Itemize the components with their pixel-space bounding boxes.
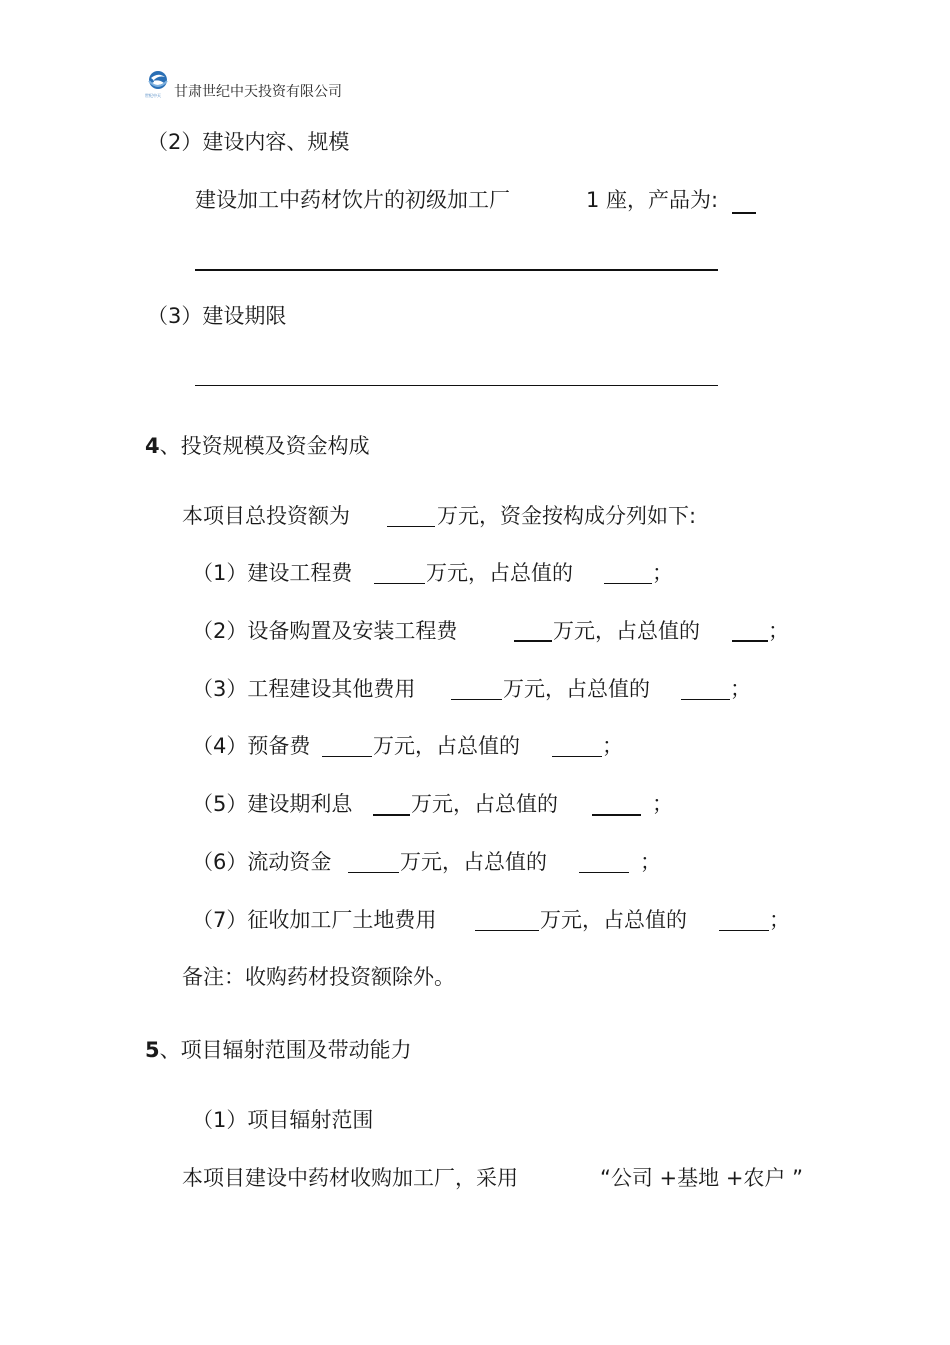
s4-note: 备注：收购药材投资额除外。 bbox=[182, 965, 455, 989]
cost-item-end: ； bbox=[730, 677, 751, 701]
s4-heading-text: 、投资规模及资金构成 bbox=[159, 434, 370, 458]
logo-caption: 世纪中天 bbox=[145, 93, 161, 98]
cost-item-end: ； bbox=[768, 619, 789, 643]
amount-blank bbox=[514, 640, 552, 642]
s2-line1: 建设加工中药材饮片的初级加工厂 bbox=[195, 188, 510, 212]
amount-blank bbox=[322, 756, 372, 757]
percent-blank bbox=[732, 640, 768, 642]
company-name: 甘肃世纪中天投资有限公司 bbox=[174, 84, 342, 100]
cost-item-label: （6）流动资金 bbox=[192, 850, 332, 874]
product-blank-line bbox=[195, 269, 718, 271]
cost-item-unit: 万元，占总值的 bbox=[426, 561, 573, 585]
s4-heading bbox=[145, 434, 370, 458]
s4-intro-a: 本项目总投资额为 bbox=[182, 504, 350, 528]
cost-item-unit: 万元，占总值的 bbox=[503, 677, 650, 701]
cost-item-end: ； bbox=[652, 792, 673, 816]
cost-item-end: ； bbox=[652, 561, 673, 585]
s5-heading-text: 、项目辐射范围及带动能力 bbox=[159, 1038, 412, 1062]
cost-item-end: ； bbox=[640, 850, 661, 874]
percent-blank bbox=[719, 930, 769, 931]
cost-item-unit: 万元，占总值的 bbox=[411, 792, 558, 816]
cost-item-end: ； bbox=[602, 734, 623, 758]
product-blank-underline bbox=[732, 212, 756, 214]
amount-blank bbox=[348, 872, 399, 873]
percent-blank bbox=[552, 756, 602, 757]
s2-heading: （2）建设内容、规模 bbox=[147, 130, 350, 154]
s5-heading-number: 5 bbox=[145, 1038, 160, 1062]
cost-item-unit: 万元，占总值的 bbox=[540, 908, 687, 932]
amount-blank bbox=[451, 699, 502, 700]
amount-blank bbox=[373, 814, 410, 816]
percent-blank bbox=[592, 814, 641, 816]
period-blank-line bbox=[195, 385, 718, 386]
cost-item-label: （2）设备购置及安装工程费 bbox=[192, 619, 458, 643]
cost-item-label: （5）建设期利息 bbox=[192, 792, 353, 816]
percent-blank bbox=[681, 699, 730, 700]
s2-line1-tail: 1 座，产品为: bbox=[586, 188, 719, 212]
cost-item-label: （7）征收加工厂土地费用 bbox=[192, 908, 437, 932]
cost-item-label: （4）预备费 bbox=[192, 734, 311, 758]
s5-paragraph-b: “公司 +基地 +农户 ” bbox=[600, 1166, 803, 1190]
cost-item-label: （1）建设工程费 bbox=[192, 561, 353, 585]
total-investment-blank bbox=[387, 526, 435, 527]
s4-intro-b: 万元，资金按构成分列如下: bbox=[437, 504, 697, 528]
s5-heading bbox=[145, 1038, 412, 1062]
percent-blank bbox=[604, 583, 652, 584]
percent-blank bbox=[579, 872, 629, 873]
s3-heading: （3）建设期限 bbox=[147, 304, 287, 328]
s5-subheading: （1）项目辐射范围 bbox=[192, 1108, 374, 1132]
cost-item-unit: 万元，占总值的 bbox=[553, 619, 700, 643]
s5-paragraph-a: 本项目建设中药材收购加工厂，采用 bbox=[182, 1166, 518, 1190]
amount-blank bbox=[374, 583, 425, 584]
s4-heading-number: 4 bbox=[145, 434, 160, 458]
cost-item-label: （3）工程建设其他费用 bbox=[192, 677, 416, 701]
cost-item-unit: 万元，占总值的 bbox=[373, 734, 520, 758]
cost-item-end: ； bbox=[769, 908, 790, 932]
cost-item-unit: 万元，占总值的 bbox=[400, 850, 547, 874]
amount-blank bbox=[475, 930, 539, 931]
